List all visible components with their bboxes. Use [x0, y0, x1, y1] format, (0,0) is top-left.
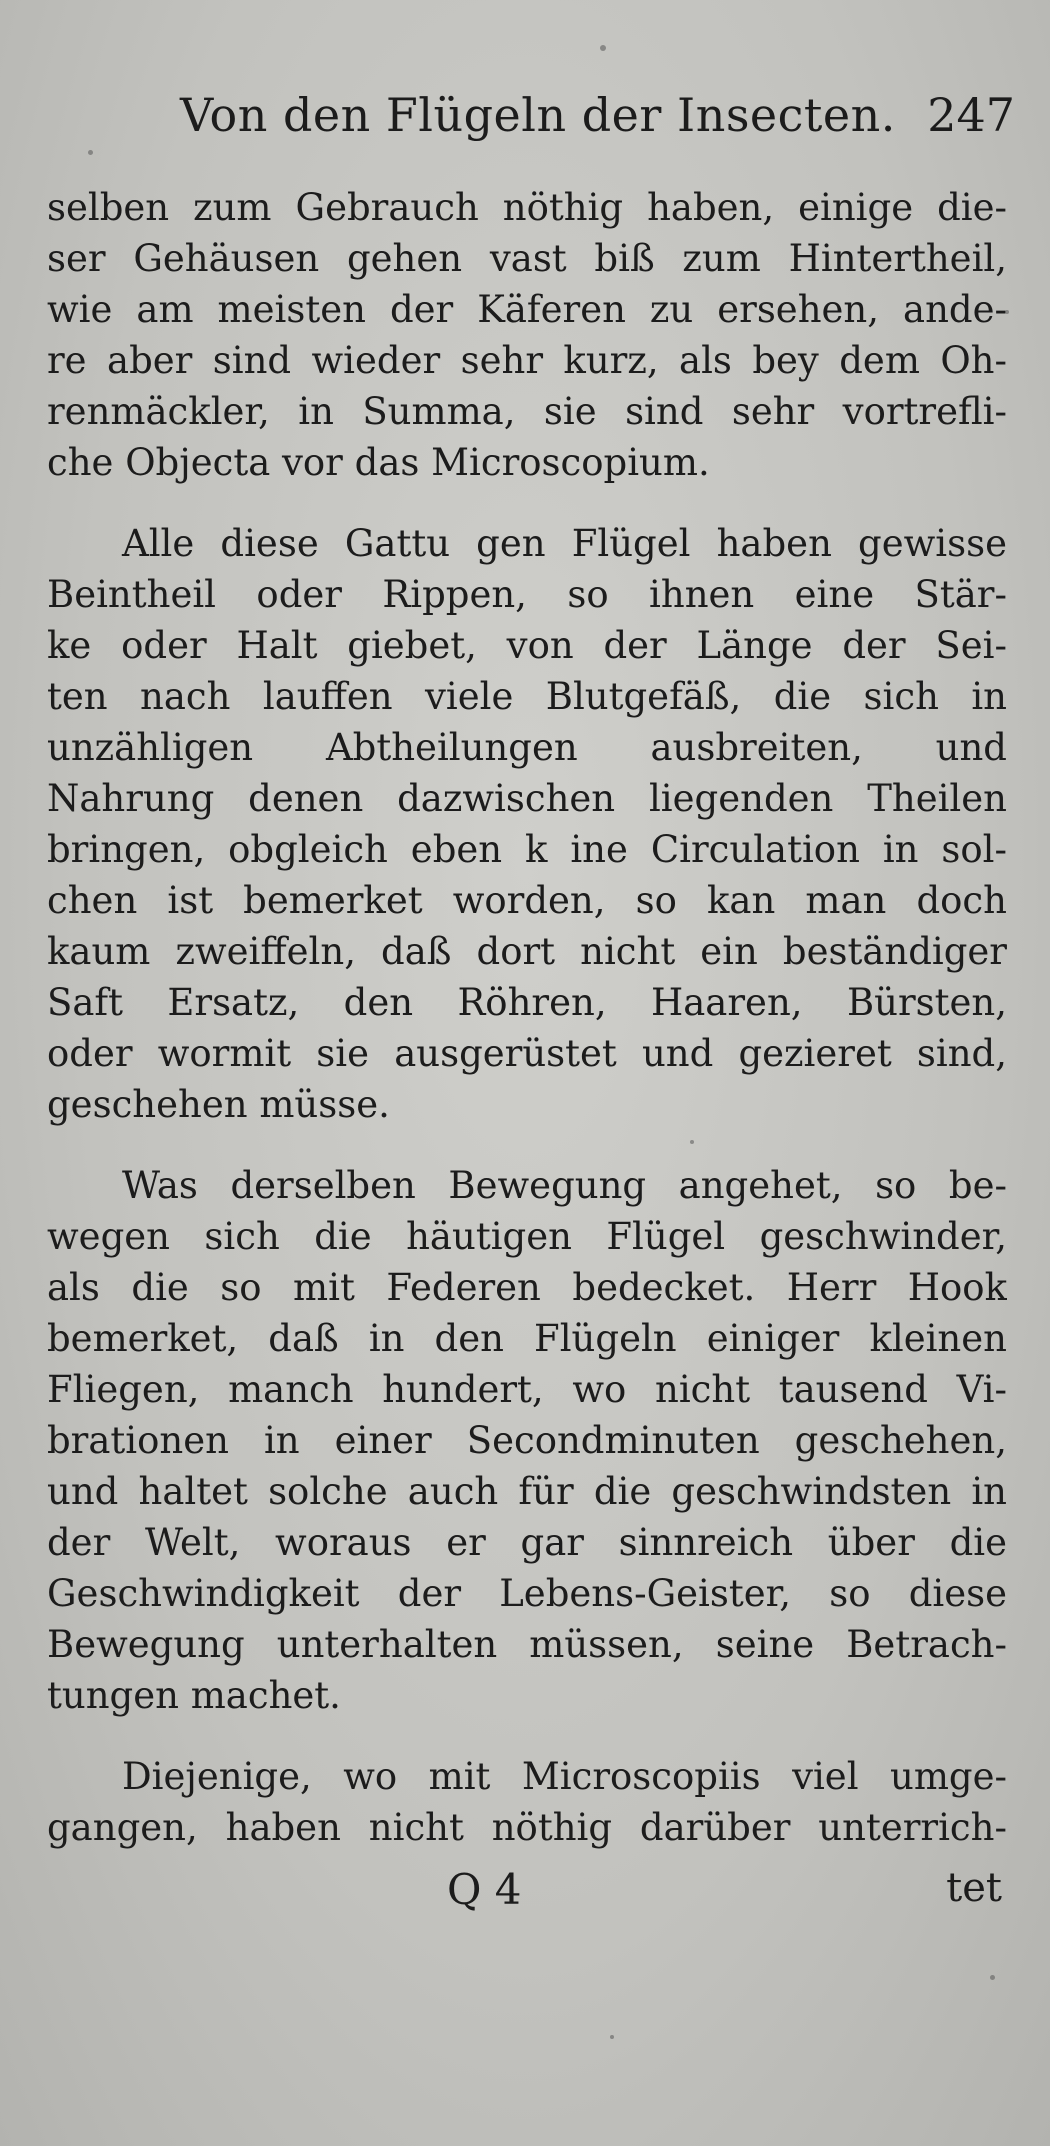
text-line: Saft Ersatz, den Röhren, Haaren, Bürsten,	[47, 981, 1007, 1024]
catchword: tet	[946, 1865, 1002, 1911]
text-line: bemerket, daß in den Flügeln einiger kleinen	[47, 1317, 1007, 1360]
signature-mark: Q 4	[447, 1865, 522, 1914]
text-line: renmäckler, in Summa, sie sind sehr vortrefli-	[47, 390, 1007, 433]
page-number: 247	[927, 88, 1015, 142]
text-line: wegen sich die häutigen Flügel geschwinder,	[47, 1215, 1007, 1258]
text-line: selben zum Gebrauch nöthig haben, einige die-	[47, 186, 1007, 229]
text-line: ke oder Halt giebet, von der Länge der Sei-	[47, 624, 1007, 667]
page-header	[180, 88, 1015, 158]
text-line: tungen machet.	[47, 1674, 341, 1717]
paper-speck	[88, 150, 93, 155]
text-line: Bewegung unterhalten müssen, seine Betrach-	[47, 1623, 1007, 1666]
text-line: ser Gehäusen gehen vast biß zum Hintertheil,	[47, 237, 1007, 280]
text-line: Nahrung denen dazwischen liegenden Theilen	[47, 777, 1007, 820]
text-line: Was derselben Bewegung angehet, so be-	[122, 1164, 1007, 1207]
text-line: re aber sind wieder sehr kurz, als bey dem Oh-	[47, 339, 1007, 382]
text-line: gangen, haben nicht nöthig darüber unterrich-	[47, 1806, 1007, 1849]
text-line: kaum zweiffeln, daß dort nicht ein beständiger	[47, 930, 1007, 973]
paper-speck	[610, 2035, 614, 2039]
text-line: oder wormit sie ausgerüstet und gezieret sind,	[47, 1032, 1007, 1075]
body-text	[47, 182, 1007, 1853]
paragraph-3	[47, 1160, 1007, 1721]
paragraph-4	[47, 1751, 1007, 1853]
running-title: Von den Flügeln der Insecten.	[180, 88, 896, 142]
text-line: Fliegen, manch hundert, wo nicht tausend Vi-	[47, 1368, 1007, 1411]
text-line: wie am meisten der Käferen zu ersehen, ande-	[47, 288, 1007, 331]
text-line: Alle diese Gattu gen Flügel haben gewisse	[122, 522, 1007, 565]
text-line: und haltet solche auch für die geschwindsten in	[47, 1470, 1007, 1513]
text-line: ten nach lauffen viele Blutgefäß, die sich in	[47, 675, 1007, 718]
paper-speck	[600, 45, 606, 51]
text-line: che Objecta vor das Microscopium.	[47, 441, 710, 484]
paragraph-gap	[47, 488, 1007, 518]
paragraph-2	[47, 518, 1007, 1130]
text-line: Geschwindigkeit der Lebens-Geister, so diese	[47, 1572, 1007, 1615]
paragraph-gap	[47, 1130, 1007, 1160]
text-line: brationen in einer Secondminuten geschehen,	[47, 1419, 1007, 1462]
text-line: Diejenige, wo mit Microscopiis viel umge-	[122, 1755, 1007, 1798]
paper-speck	[990, 1975, 995, 1980]
text-line: als die so mit Federen bedecket. Herr Hook	[47, 1266, 1007, 1309]
page-footer	[47, 1865, 1007, 1925]
paragraph-1	[47, 182, 1007, 488]
text-line: Beintheil oder Rippen, so ihnen eine Stär-	[47, 573, 1007, 616]
text-line: bringen, obgleich eben k ine Circulation in sol-	[47, 828, 1007, 871]
paragraph-gap	[47, 1721, 1007, 1751]
text-line: chen ist bemerket worden, so kan man doch	[47, 879, 1007, 922]
text-line: geschehen müsse.	[47, 1083, 390, 1126]
text-line: der Welt, woraus er gar sinnreich über die	[47, 1521, 1007, 1564]
text-line: unzähligen Abtheilungen ausbreiten, und	[47, 726, 1007, 769]
